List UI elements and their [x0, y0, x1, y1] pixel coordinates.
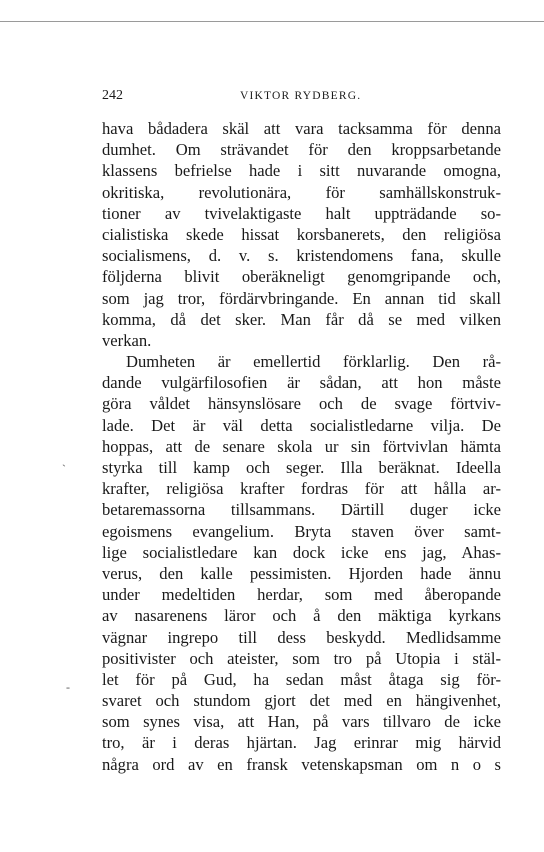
text-line: styrka till kamp och seger. Illa beräknat. Ideella	[102, 458, 501, 477]
text-line: komma, då det sker. Man får då se med vilken	[102, 309, 501, 329]
text-line: betaremassorna tillsammans. Därtill duger icke	[102, 500, 501, 520]
text-line: lige socialistledare kan dock icke ens jag, Ahas-	[102, 542, 501, 562]
text-line: vägnar ingrepo till dess beskydd. Medlidsamme	[102, 627, 501, 647]
text-line: okritiska, revolutionära, för samhällskonstruk-	[102, 182, 501, 202]
text-line: tro, är i deras hjärtan. Jag erinrar mig härvid	[102, 733, 501, 753]
text-line: göra våldet hänsynslösare och de svage förtviv-	[102, 394, 501, 414]
margin-mark: -	[66, 680, 70, 694]
text-line: lade. Det är väl detta socialistledarne vilja. De	[102, 415, 501, 435]
text-line: som jag tror, fördärvbringande. En annan tid skall	[102, 288, 501, 308]
text-line: socialismens, d. v. s. kristendomens fana, skulle	[102, 246, 501, 266]
running-head: VIKTOR RYDBERG.	[240, 90, 362, 102]
text-line: hoppas, att de senare skola ur sin förtvivlan hämta	[102, 436, 501, 456]
body-text	[102, 118, 501, 775]
text-line: svaret och stundom gjort det med en hängivenhet,	[102, 691, 501, 711]
text-line: några ord av en fransk vetenskapsman om n o s	[102, 754, 501, 774]
text-line: verus, den kalle pessimisten. Hjorden hade ännu	[102, 563, 501, 583]
paragraph-first-line: Dumheten är emellertid förklarlig. Den rå-	[126, 352, 501, 372]
text-line: klassens befrielse hade i sitt nuvarande omogna,	[102, 161, 501, 181]
page-number: 242	[102, 88, 123, 103]
text-line: krafter, religiösa krafter fordras för att hålla ar-	[102, 479, 501, 499]
text-line: egoismens evangelium. Bryta staven över samt-	[102, 521, 501, 541]
text-line: hava bådadera skäl att vara tacksamma för denna	[102, 119, 501, 138]
paragraph-end-line: verkan.	[102, 330, 152, 350]
top-rule	[0, 21, 544, 22]
text-line: av nasarenens läror och å den mäktiga kyrkans	[102, 606, 501, 626]
text-line: tioner av tvivelaktigaste halt uppträdande so-	[102, 203, 501, 223]
text-line: dumhet. Om strävandet för den kroppsarbetande	[102, 140, 501, 160]
text-line: som synes visa, att Han, på vars tillvaro de icke	[102, 712, 501, 732]
text-line: dande vulgärfilosofien är sådan, att hon måste	[102, 373, 501, 393]
margin-mark: `	[62, 462, 66, 476]
text-line: positivister och ateister, som tro på Utopia i stäl-	[102, 648, 501, 668]
text-line: cialistiska skede hissat korsbanerets, den religiösa	[102, 224, 501, 244]
page-header	[102, 88, 502, 108]
text-line: let för på Gud, ha sedan måst åtaga sig för-	[102, 669, 501, 689]
text-line: följderna blivit oberäkneligt genomgripande och,	[102, 267, 501, 287]
text-line: under medeltiden herdar, som med åberopande	[102, 585, 501, 605]
